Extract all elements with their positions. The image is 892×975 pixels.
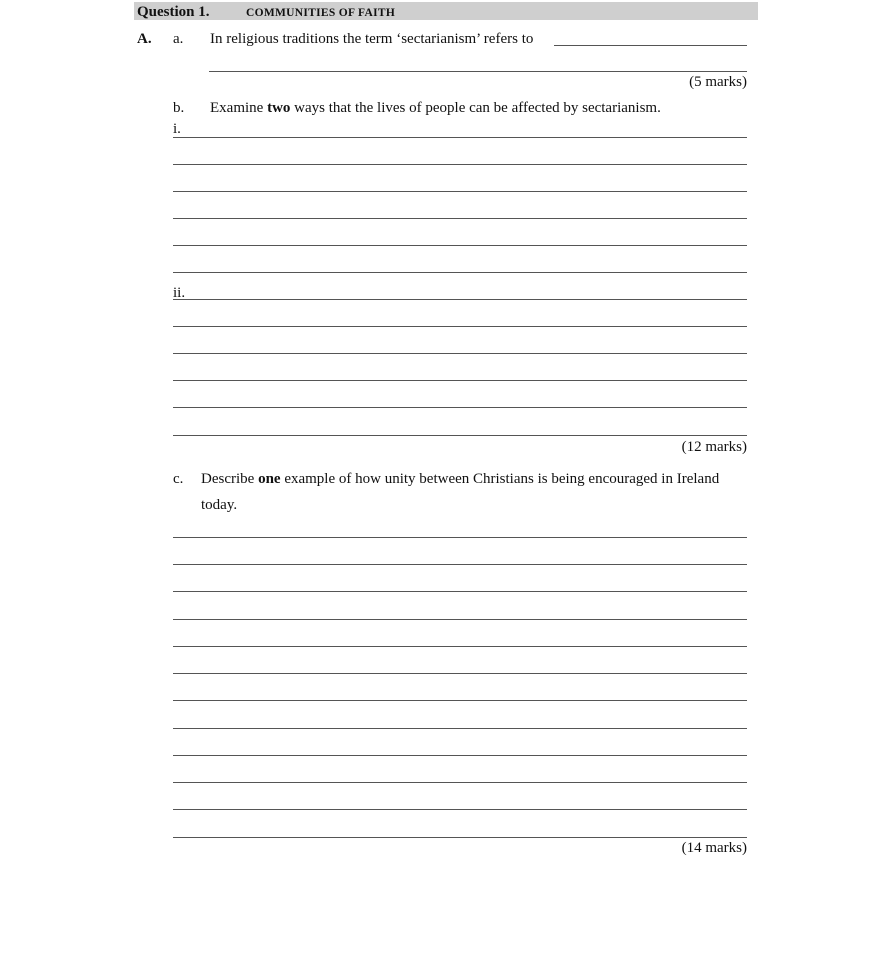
answer-line-c8[interactable] <box>173 728 747 729</box>
part-b-text-after: ways that the lives of people can be affected by sectarianism. <box>290 100 661 116</box>
part-c-text-before: Describe <box>201 471 259 487</box>
part-b-question <box>210 99 661 117</box>
part-b-text-bold: two <box>267 100 291 116</box>
answer-line-b9[interactable] <box>173 353 747 354</box>
answer-line-b10[interactable] <box>173 380 747 381</box>
part-c-marks: (14 marks) <box>681 840 747 856</box>
answer-line-c3[interactable] <box>173 591 747 592</box>
answer-line-c1[interactable] <box>173 537 747 538</box>
answer-line-c7[interactable] <box>173 700 747 701</box>
answer-line-a2[interactable] <box>209 71 747 72</box>
answer-line-a1[interactable] <box>554 45 747 46</box>
section-label: A. <box>137 31 152 47</box>
answer-line-c4[interactable] <box>173 619 747 620</box>
part-c-label: c. <box>173 471 184 487</box>
answer-line-c2[interactable] <box>173 564 747 565</box>
item-ii-label: ii. <box>173 285 186 301</box>
answer-line-b2[interactable] <box>173 164 747 165</box>
answer-line-b1[interactable] <box>173 137 747 138</box>
question-topic: COMMUNITIES OF FAITH <box>246 7 396 19</box>
answer-line-c9[interactable] <box>173 755 747 756</box>
part-c-question-line2: today. <box>201 497 238 513</box>
answer-line-c6[interactable] <box>173 673 747 674</box>
part-b-text-before: Examine <box>210 100 268 116</box>
answer-line-c10[interactable] <box>173 782 747 783</box>
part-c-question <box>201 470 719 488</box>
answer-line-b11[interactable] <box>173 407 747 408</box>
part-b-marks: (12 marks) <box>681 439 747 455</box>
answer-line-c5[interactable] <box>173 646 747 647</box>
answer-line-b7[interactable] <box>173 299 747 300</box>
answer-line-b3[interactable] <box>173 191 747 192</box>
answer-line-c12[interactable] <box>173 837 747 838</box>
answer-line-b8[interactable] <box>173 326 747 327</box>
part-a-question: In religious traditions the term ‘sectarianism’ refers to <box>210 31 534 47</box>
answer-line-c11[interactable] <box>173 809 747 810</box>
answer-line-b5[interactable] <box>173 245 747 246</box>
question-number: Question 1. <box>137 4 210 20</box>
answer-line-b4[interactable] <box>173 218 747 219</box>
question-header-bar <box>134 2 758 20</box>
part-c-text-bold: one <box>258 471 281 487</box>
part-a-label: a. <box>173 31 184 47</box>
part-a-marks: (5 marks) <box>689 74 747 90</box>
part-b-label: b. <box>173 100 185 116</box>
item-i-label: i. <box>173 121 181 137</box>
answer-line-b6[interactable] <box>173 272 747 273</box>
answer-line-b12[interactable] <box>173 435 747 436</box>
part-c-text-after: example of how unity between Christians is being encouraged in Ireland <box>280 471 720 487</box>
